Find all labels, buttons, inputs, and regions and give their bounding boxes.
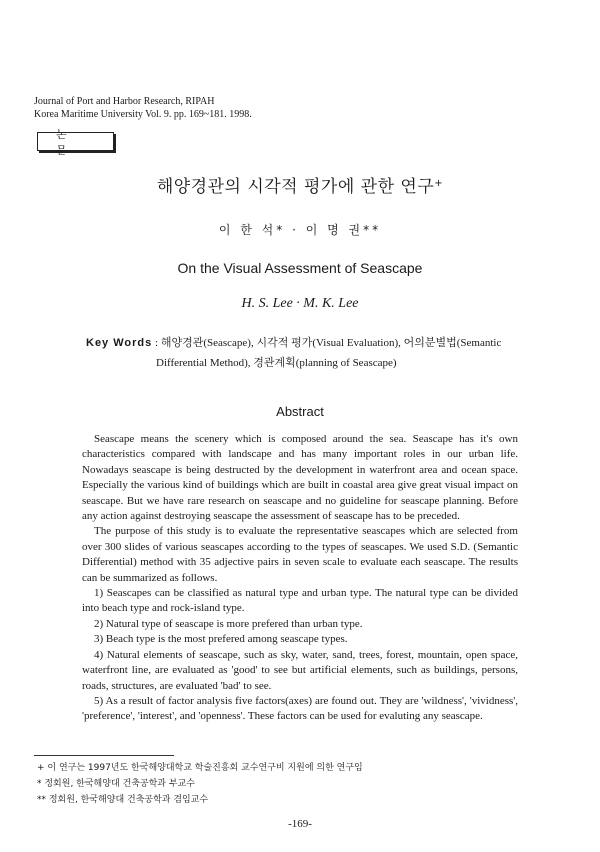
korean-title-text: 해양경관의 시각적 평가에 관한 연구 bbox=[156, 177, 435, 197]
abstract-paragraph: The purpose of this study is to evaluate the representative seascapes which are selected from over 300 slides of various seascapes according to the types of seascapes. We used S.D. (Semantic Differential) method with 35 adjective pairs in seven scale to evaluate each seascape. The results can be summarized as follows. bbox=[82, 525, 518, 584]
abstract-paragraph: Seascape means the scenery which is composed around the sea. Seascape has it's own characteristics compared with landscape and has many important roles in our urban life. Nowadays seascape is being destructed by the development in waterfront area and ocean space. Especially the various kind of buildings which are built in coastal area give great visual impact on seascape. But we have rare research on seascape and no guideline for seascape planning. Before any action against destroying seascape the assessment of seascape has to be preceded. bbox=[82, 433, 518, 523]
journal-line-1: Journal of Port and Harbor Research, RIPAH bbox=[34, 96, 215, 107]
keywords-line-2: Differential Method), 경관계획(planning of Seascape) bbox=[156, 357, 397, 369]
abstract-finding-3: 3) Beach type is the most prefered among seascape types. bbox=[94, 633, 348, 646]
korean-authors: 이 한 석* · 이 명 권** bbox=[218, 223, 382, 237]
article-type-box: 논 문 bbox=[37, 132, 114, 151]
journal-line-2: Korea Maritime University Vol. 9. pp. 169~181. 1998. bbox=[34, 109, 252, 120]
korean-title bbox=[0, 172, 600, 197]
journal-citation bbox=[34, 95, 252, 121]
footnote-author-1: * 정회원, 한국해양대 건축공학과 부교수 bbox=[37, 779, 195, 789]
abstract-finding-1: 1) Seascapes can be classified as natural type and urban type. The natural type can be divided into beach type and rock-island type. bbox=[82, 587, 518, 615]
english-authors: H. S. Lee · M. K. Lee bbox=[241, 296, 359, 311]
title-footnote-mark: + bbox=[434, 178, 444, 189]
keywords-line-1 bbox=[86, 333, 518, 353]
abstract-heading: Abstract bbox=[276, 404, 324, 419]
keywords-label: Key Words bbox=[86, 337, 153, 349]
footnotes bbox=[37, 760, 363, 808]
keywords-text-1: : 해양경관(Seascape), 시각적 평가(Visual Evaluation), 어의분별법(Semantic bbox=[155, 337, 502, 349]
footnote-author-2: ** 정회원, 한국해양대 건축공학과 겸임교수 bbox=[37, 795, 209, 805]
abstract-finding-4: 4) Natural elements of seascape, such as sky, water, sand, trees, forest, mountain, open space, waterfront line, are evaluated as 'good' to see but artificial elements, such as buildings, persons, roads, structures, are evaluated 'bad' to see. bbox=[82, 648, 518, 692]
page-number: -169- bbox=[288, 818, 312, 830]
footnote-funding: + 이 연구는 1997년도 한국해양대학교 학술진흥회 교수연구비 지원에 의한 연구임 bbox=[37, 763, 363, 773]
keywords-block bbox=[86, 333, 518, 373]
abstract-finding-2: 2) Natural type of seascape is more prefered than urban type. bbox=[94, 617, 363, 630]
abstract-finding-5: 5) As a result of factor analysis five factors(axes) are found out. They are 'wildness', 'vividness', 'preference', 'interest', and 'openness'. These factors can be used for evaluting any seascape. bbox=[82, 694, 518, 723]
abstract-body bbox=[82, 432, 518, 725]
footnote-divider bbox=[34, 755, 174, 756]
english-title: On the Visual Assessment of Seascape bbox=[177, 260, 423, 276]
